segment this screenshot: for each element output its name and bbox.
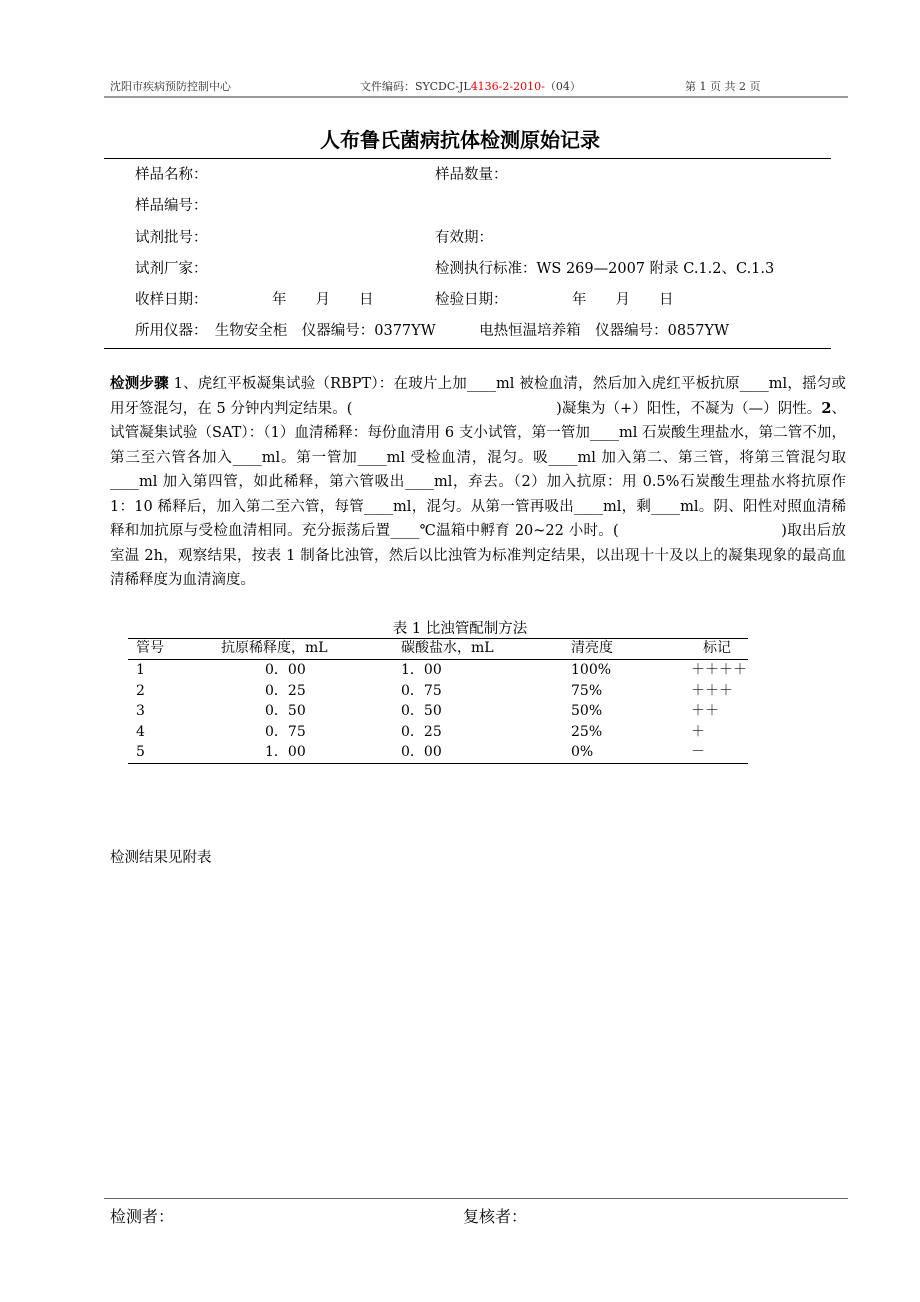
table-cell: ＋＋＋ xyxy=(691,682,733,699)
fields-divider xyxy=(104,348,831,349)
sample-name-label: 样品名称： xyxy=(135,167,208,183)
tester-label: 检测者： xyxy=(110,1207,175,1226)
procedure-part1: 1、虎红平板凝集试验（RBPT）：在玻片上加____ml 被检血清，然后加入虎红平板抗原____ml，摇匀或用牙签混匀，在 5 分钟内判定结果。( )凝集为（+）阳性，不凝为（—）阴性。 xyxy=(110,376,847,417)
table-row xyxy=(128,660,748,681)
table-cell: 3 xyxy=(136,703,145,719)
org-name: 沈阳市疾病预防控制中心 xyxy=(110,80,231,93)
turbidity-table xyxy=(128,638,748,764)
table-cell: － xyxy=(681,742,748,763)
procedure-label2: 2 xyxy=(821,399,832,417)
table-header-row xyxy=(128,639,748,660)
procedure-label: 检测步骤 xyxy=(110,375,169,392)
table-row xyxy=(128,722,748,743)
code-red: 4136-2-2010- xyxy=(470,80,545,93)
table-header: 碳酸盐水，mL xyxy=(401,639,571,660)
instruments-text: 所用仪器： 生物安全柜 仪器编号：0377YW 电热恒温培养箱 仪器编号：0857YW xyxy=(135,323,730,339)
table-cell: 0．00 xyxy=(401,742,571,763)
page-number: 第 1 页 共 2 页 xyxy=(685,80,761,93)
table-cell: 2 xyxy=(136,682,145,699)
table-cell: 0．75 xyxy=(251,723,306,740)
table-row xyxy=(128,701,748,722)
result-note: 检测结果见附表 xyxy=(110,850,212,866)
table-header: 清亮度 xyxy=(571,639,681,660)
expiry-label: 有效期： xyxy=(435,230,493,246)
table-caption: 表 1 比浊管配制方法 xyxy=(392,621,528,637)
table-cell: 0．75 xyxy=(401,682,442,699)
table-cell: 100% xyxy=(571,662,612,678)
reagent-maker-label: 试剂厂家： xyxy=(135,261,208,277)
test-date-value: 年 月 日 xyxy=(572,292,674,308)
title-divider xyxy=(104,158,831,159)
file-code xyxy=(360,78,581,94)
page-title: 人布鲁氏菌病抗体检测原始记录 xyxy=(320,128,600,152)
header-divider xyxy=(104,96,848,98)
procedure-part2: 、试管凝集试验（SAT）：（1）血清稀释：每份血清用 6 支小试管，第一管加____ml 石炭酸生理盐水，第二管不加，第三至六管各加入____ml。第一管加____ml 受检血清，混匀。吸____ml 加入第二、第三管，将第三管混匀取____ml 加入第四管，如此稀释，第六管吸出____ml，弃去。（2）加入抗原：用 0.5%石炭酸生理盐水将抗原作 1：10 稀释后，加入第二至六管，每管____ml，混匀。从第一管再吸出____ml，剩____ml。阴、阳性对照血清稀释和加抗原与受检血清相同。充分振荡后置____℃温箱中孵育 20~22 小时。( )取出后放室温 2h，观察结果，按表 1 制备比浊管，然后以比浊管为标准判定结果，以出现十十及以上的凝集现象的最高血清稀释度为血清滴度。 xyxy=(110,400,847,588)
test-date-label: 检验日期： xyxy=(435,292,508,308)
sample-no-label: 样品编号： xyxy=(135,198,208,214)
code-prefix: 文件编码：SYCDC-JL xyxy=(360,80,471,93)
table-row xyxy=(128,681,748,702)
receive-date-value: 年 月 日 xyxy=(272,292,374,308)
table-cell: 0．00 xyxy=(251,662,306,678)
standard-text: 检测执行标准：WS 269—2007 附录 C.1.2、C.1.3 xyxy=(435,261,775,277)
footer-divider xyxy=(104,1198,848,1199)
receive-date-label: 收样日期： xyxy=(135,292,208,308)
table-row xyxy=(128,742,748,763)
reagent-batch-label: 试剂批号： xyxy=(135,230,208,246)
table-cell: ＋＋＋＋ xyxy=(691,662,747,678)
procedure-paragraph xyxy=(110,372,846,593)
table-header: 管号 xyxy=(128,639,221,660)
table-cell: 0% xyxy=(571,742,681,763)
table-cell: ＋＋ xyxy=(691,703,719,719)
table-cell: 0．50 xyxy=(251,703,306,719)
table-cell: 4 xyxy=(136,723,145,740)
table-header: 抗原稀释度，mL xyxy=(221,639,401,660)
code-suffix: （04） xyxy=(544,80,581,93)
reviewer-label: 复核者： xyxy=(463,1207,528,1226)
table-cell: 0．50 xyxy=(401,703,442,719)
table-cell: 5 xyxy=(128,742,221,763)
sample-qty-label: 样品数量： xyxy=(435,167,508,183)
table-cell: 50% xyxy=(571,703,603,719)
table-cell: 25% xyxy=(571,723,603,740)
table-cell: 0．25 xyxy=(401,723,442,740)
table-cell: 0．25 xyxy=(251,682,306,699)
table-header: 标记 xyxy=(681,639,748,660)
table-cell: 1．00 xyxy=(401,662,442,678)
table-cell: 1．00 xyxy=(221,742,401,763)
table-cell: 75% xyxy=(571,682,603,699)
table-cell: 1 xyxy=(136,662,145,678)
table-cell: ＋ xyxy=(691,723,705,740)
